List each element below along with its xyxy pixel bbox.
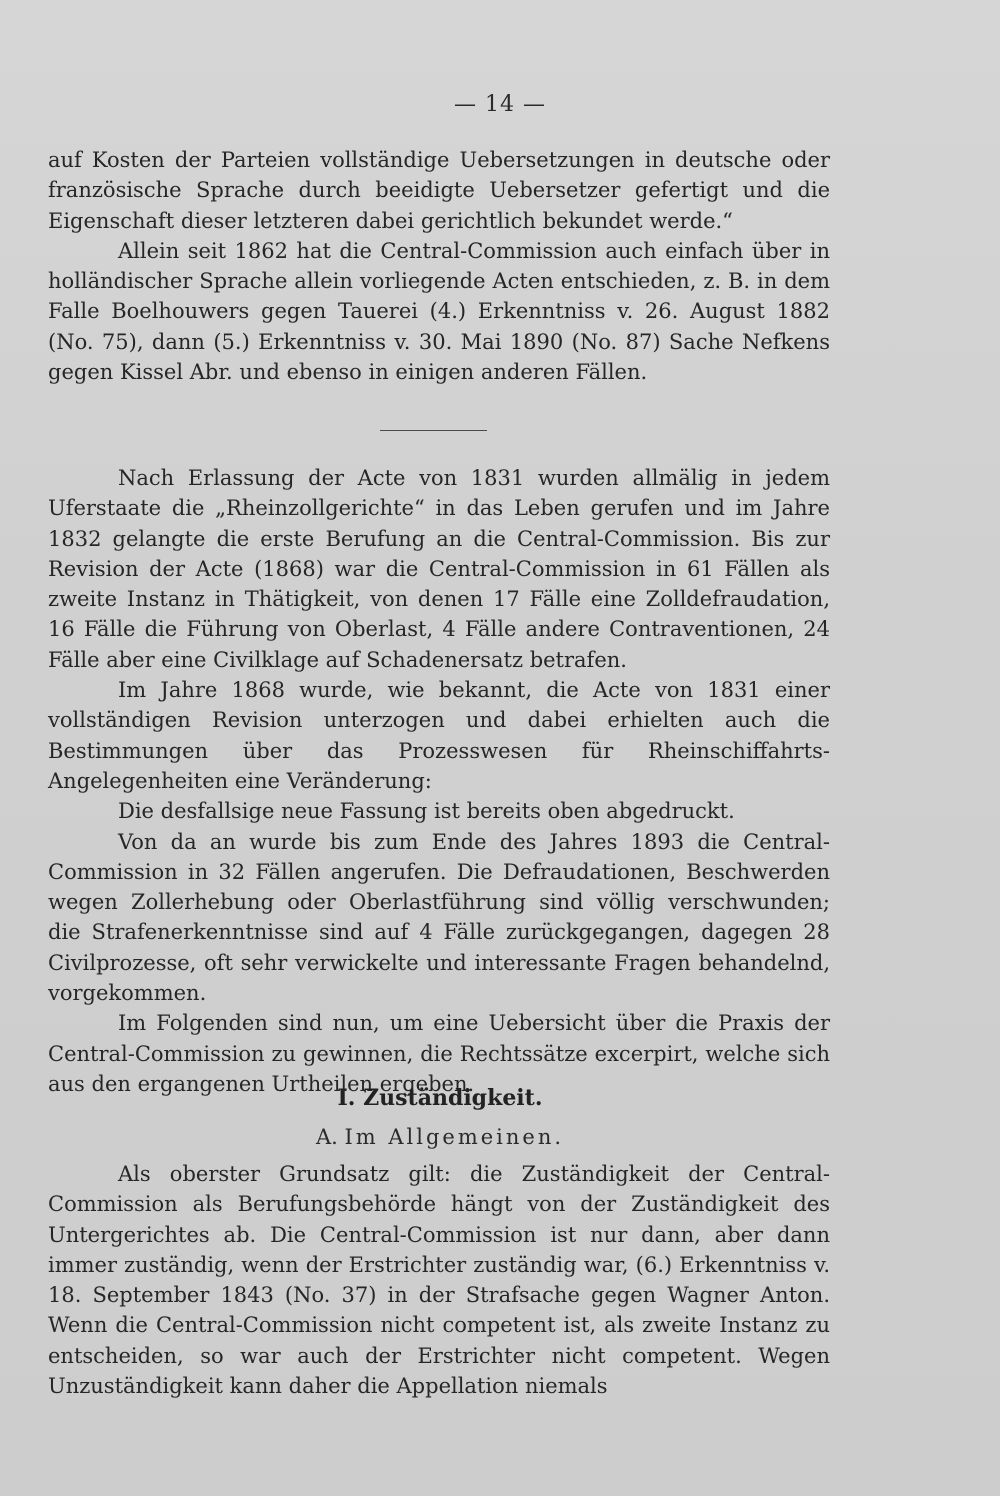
paragraph: Von da an wurde bis zum Ende des Jahres 1893 die Central-Commission in 32 Fällen angerufen. Die Defraudationen, Beschwerden wegen Zollerhebung oder Oberlastführung sind völlig verschwunden; die Strafenerkenntnisse sind auf 4 Fälle zurückgegangen, dagegen 28 Civilprozesse, oft sehr verwickelte und interessante Fragen behandelnd, vorgekommen.: [48, 829, 830, 1006]
text-block-middle: [48, 463, 830, 1099]
paragraph: Die desfallsige neue Fassung ist bereits oben abgedruckt.: [118, 799, 735, 824]
paragraph: Im Jahre 1868 wurde, wie bekannt, die Acte von 1831 einer vollständigen Revision unterzogen und dabei erhielten auch die Bestimmungen über das Prozesswesen für Rheinschiffahrts-Angelegenheiten eine Veränderung:: [48, 678, 830, 793]
subheading-title: Im Allgemeinen.: [344, 1125, 565, 1149]
page-number: — 14 —: [454, 92, 546, 117]
text-block-top: [48, 145, 830, 387]
paragraph: Nach Erlassung der Acte von 1831 wurden allmälig in jedem Uferstaate die „Rheinzollgerichte“ in das Leben gerufen und im Jahre 1832 gelangte die erste Berufung an die Central-Commission. Bis zur Revision der Acte (1868) war die Central-Commission in 61 Fällen als zweite Instanz in Thätigkeit, von denen 17 Fälle eine Zolldefraudation, 16 Fälle die Führung von Oberlast, 4 Fälle andere Contraventionen, 24 Fälle aber eine Civilklage auf Schadenersatz betrafen.: [48, 466, 830, 672]
paragraph: Allein seit 1862 hat die Central-Commission auch einfach über in holländischer Sprache allein vorliegende Acten entschieden, z. B. in dem Falle Boelhouwers gegen Tauerei (4.) Erkenntniss v. 26. August 1882 (No. 75), dann (5.) Erkenntniss v. 30. Mai 1890 (No. 87) Sache Nefkens gegen Kissel Abr. und ebenso in einigen anderen Fällen.: [48, 238, 830, 385]
paragraph: Im Folgenden sind nun, um eine Uebersicht über die Praxis der Central-Commission zu gewinnen, die Rechtssätze excerpirt, welche sich aus den ergangenen Urtheilen ergeben.: [48, 1011, 830, 1096]
text-block-bottom: [48, 1159, 830, 1401]
section-heading: I. Zuständigkeit.: [337, 1085, 543, 1111]
section-divider: [380, 430, 487, 431]
paragraph: Als oberster Grundsatz gilt: die Zuständigkeit der Central-Commission als Berufungsbehörde hängt von der Zuständigkeit des Untergerichtes ab. Die Central-Commission ist nur dann, aber dann immer zuständig, wenn der Erstrichter zuständig war, (6.) Erkenntniss v. 18. September 1843 (No. 37) in der Strafsache gegen Wagner Anton. Wenn die Central-Commission nicht competent ist, als zweite Instanz zu entscheiden, so war auch der Erstrichter nicht competent. Wegen Unzuständigkeit kann daher die Appellation niemals: [48, 1162, 830, 1399]
subheading-prefix: A.: [315, 1125, 338, 1149]
paragraph: auf Kosten der Parteien vollständige Uebersetzungen in deutsche oder französische Sprache durch beeidigte Uebersetzer gefertigt und die Eigenschaft dieser letzteren dabei gerichtlich bekundet werde.“: [48, 148, 830, 233]
section-subheading: [0, 1125, 880, 1149]
